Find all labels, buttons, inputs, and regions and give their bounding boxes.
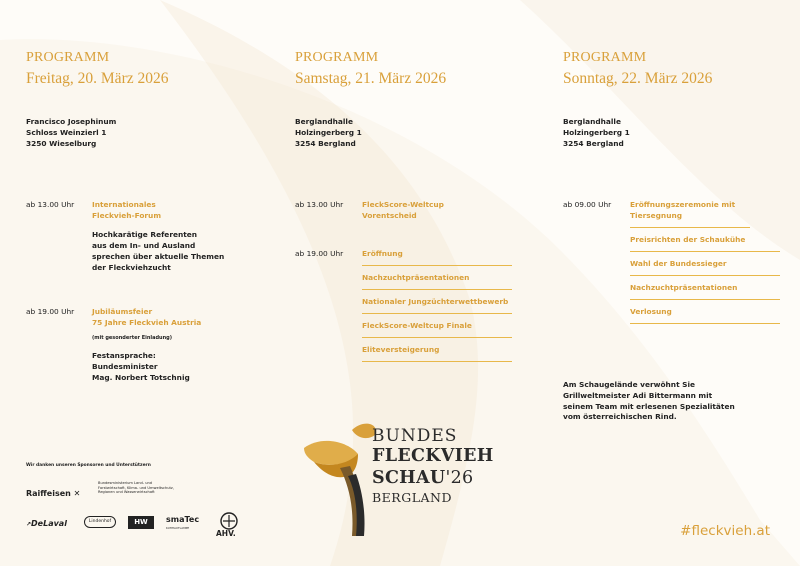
program-label: PROGRAMM <box>563 50 647 65</box>
delaval-logo: ↗DeLaval <box>26 519 67 528</box>
event-time: ab 09.00 Uhr <box>563 200 612 209</box>
event-note: (mit gesonderter Einladung) <box>92 335 173 341</box>
list-item: Nachzuchtpräsentationen <box>362 266 512 290</box>
list-item: Wahl der Bundessieger <box>630 252 780 276</box>
raiffeisen-logo: Raiffeisen ✕ <box>26 489 81 498</box>
event-time: ab 13.00 Uhr <box>26 200 75 209</box>
event-jubilee <box>26 306 266 383</box>
logo-line-fleckvieh: FLECKVIEH <box>372 446 494 466</box>
event-time: ab 19.00 Uhr <box>295 249 344 258</box>
leaf-emblem-icon <box>300 418 380 538</box>
ahv-emblem-icon <box>218 512 240 530</box>
program-column-friday <box>26 50 266 382</box>
hashtag-link[interactable]: #fleckvieh.at <box>680 523 770 539</box>
event-weltcup-vorentscheid <box>295 199 520 221</box>
list-item: Preisrichten der Schaukühe <box>630 228 780 252</box>
day-heading: Sonntag, 22. März 2026 <box>563 70 713 87</box>
list-item: Eröffnung <box>362 248 512 266</box>
event-description: Hochkarätige Referenten aus dem In- und Ausland sprechen über aktuelle Themen der Fleckviehzucht <box>92 230 225 272</box>
lindenhof-logo: Lindenhof <box>84 516 116 528</box>
event-title: Internationales Fleckvieh-Forum <box>92 200 162 220</box>
list-item: Nationaler Jungzüchterwettbewerb <box>362 290 512 314</box>
logo-line-bergland: BERGLAND <box>372 490 452 505</box>
catering-note: Am Schaugelände verwöhnt Sie Grillweltmeister Adi Bittermann mit seinem Team mit erlesenen Spezialitäten vom österreichischen Rind. <box>563 380 735 422</box>
event-description: Festansprache: Bundesminister Mag. Norbert Totschnig <box>92 351 190 382</box>
saturday-evening-list <box>362 248 512 362</box>
program-column-sunday <box>563 50 783 316</box>
list-item: Nachzuchtpräsentationen <box>630 276 780 300</box>
logo-line-schau: SCHAU'26 <box>372 468 474 488</box>
event-title: FleckScore-Weltcup Vorentscheid <box>362 200 444 220</box>
ministry-logo: Bundesministerium Land- und Forstwirtschaft, Klima- und Umweltschutz, Regionen und Wasserwirtschaft <box>98 481 174 494</box>
program-label: PROGRAMM <box>295 50 379 65</box>
logo-line-bundes: BUNDES <box>372 426 458 446</box>
list-item: Eliteversteigerung <box>362 338 512 362</box>
event-forum <box>26 199 266 273</box>
day-heading: Freitag, 20. März 2026 <box>26 70 169 87</box>
event-time: ab 19.00 Uhr <box>26 307 75 316</box>
venue-address: Berglandhalle Holzingerberg 1 3254 Bergland <box>295 117 362 148</box>
smatec-logo: smaTec <box>166 515 200 524</box>
event-time: ab 13.00 Uhr <box>295 200 344 209</box>
list-item: FleckScore-Weltcup Finale <box>362 314 512 338</box>
event-logo <box>300 418 520 538</box>
sunday-list <box>630 199 780 324</box>
hw-logo: HW <box>128 516 154 529</box>
smatec-subtitle: KUHHAUTLAMPE <box>166 526 190 530</box>
list-item: Eröffnungszeremonie mit Tiersegnung <box>630 199 750 228</box>
sponsors-label: Wir danken unseren Sponsoren und Unterstützern <box>26 463 151 468</box>
venue-address: Berglandhalle Holzingerberg 1 3254 Bergland <box>563 117 630 148</box>
ahv-logo: AHV. <box>216 529 236 538</box>
list-item: Verlosung <box>630 300 780 324</box>
venue-address: Francisco Josephinum Schloss Weinzierl 1 3250 Wieselburg <box>26 117 117 148</box>
event-title: Jubiläumsfeier 75 Jahre Fleckvieh Austria <box>92 307 202 327</box>
program-label: PROGRAMM <box>26 50 110 65</box>
program-column-saturday <box>295 50 520 354</box>
day-heading: Samstag, 21. März 2026 <box>295 70 447 87</box>
